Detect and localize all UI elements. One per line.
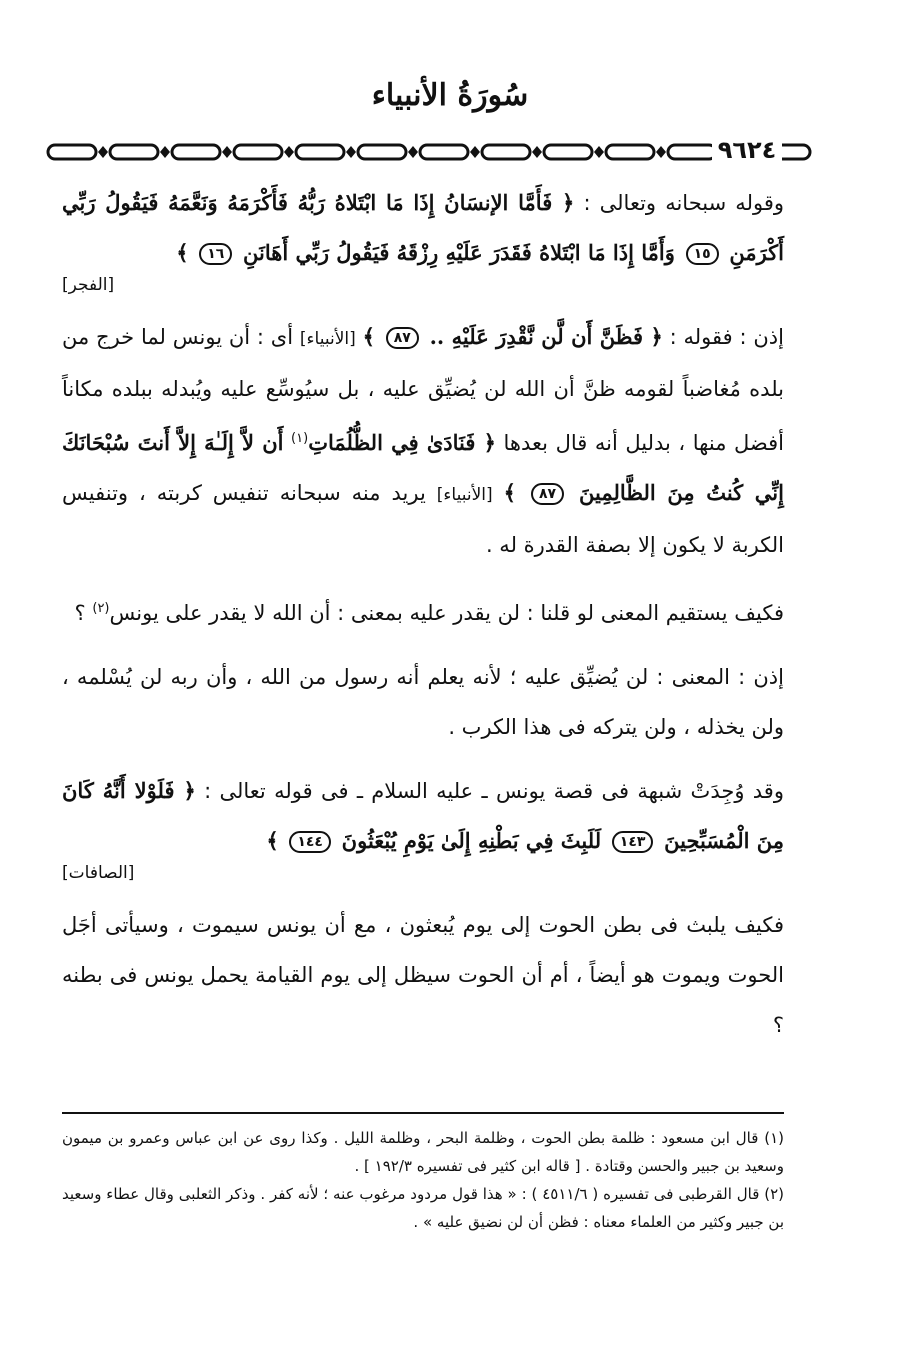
- ayah-number: ١٤٣: [612, 831, 654, 853]
- ayah-number: ١٤٤: [289, 831, 331, 853]
- ayah-number: ١٥: [686, 243, 719, 265]
- ornamental-border: [44, 138, 814, 166]
- body-text: يريد منه سبحانه تنفيس كربته ، وتنفيس الكربة لا يكون إلا بصفة القدرة له .: [62, 481, 784, 557]
- body-text: إذن : المعنى : لن يُضيِّق عليه ؛ لأنه يعلم أنه رسول من الله ، وأن ربه لن يُسْلمه ، ولن يخذله ، ولن يتركه فى هذا الكرب .: [62, 665, 784, 739]
- footnote-marker: (١): [291, 431, 309, 446]
- footnote-1: (١) قال ابن مسعود : ظلمة بطن الحوت ، وظلمة البحر ، وظلمة الليل . وكذا روى عن ابن عباس وعمرو بن ميمون وسعيد بن جبير والحسن وقتادة . [ قاله ابن كثير فى تفسيره ١٩٢/٣ ] .: [62, 1129, 784, 1175]
- quran-verse: ﴿ فَظَنَّ أَن لَّن نَّقْدِرَ عَلَيْهِ ..: [429, 324, 663, 349]
- body-text: وقد وُجِدَتْ شبهة فى قصة يونس ـ عليه السلام ـ فى قوله تعالى :: [204, 779, 784, 803]
- body-text: فكيف يلبث فى بطن الحوت إلى يوم يُبعثون ، مع أن يونس سيموت ، وسيأتى أجَل الحوت ويموت هو أيضاً ، أم أن الحوت سيظل إلى يوم القيامة يحمل يونس فى بطنه ؟: [62, 913, 784, 1037]
- paragraph-1: [62, 178, 784, 298]
- surah-reference: [الأنبياء]: [436, 485, 493, 505]
- ayah-number: ١٦: [199, 243, 232, 265]
- paragraph-2: [62, 312, 784, 570]
- quran-verse: أَن لاَّ إِلَـٰهَ إِلاَّ أَنتَ سُبْحَانَكَ إِنِّي كُنتُ مِنَ الظَّالِمِينَ: [62, 430, 784, 505]
- paragraph-5: [62, 766, 784, 886]
- intro-text: إذن : فقوله :: [669, 325, 784, 349]
- body-text: فكيف يستقيم المعنى لو قلنا : لن يقدر عليه بمعنى : أن الله لا يقدر على يونس: [109, 601, 784, 625]
- footnotes: [62, 1124, 784, 1236]
- paragraph-4: [62, 652, 784, 752]
- body-text: أى : أن يونس لما خرج من بلده مُغاضباً لقومه ظنَّ أن الله لن يُضيِّق عليه ، بل سيُوسِّع عليه ويُبدله ببلده مكاناً أفضل منها ، بدليل أنه قال بعدها: [62, 325, 785, 455]
- body-text: ؟: [74, 601, 86, 625]
- footnote-2: (٢) قال القرطبى فى تفسيره ( ٤٥١١/٦ ) : « هذا قول مردود مرغوب عنه ؛ لأنه كفر . وذكر الثعلبى وقال عطاء وسعيد بن جبير وكثير من العلماء معناه : فظن أن لن نضيق عليه » .: [62, 1185, 785, 1231]
- quran-verse: ﴿ فَأَمَّا الإنسَانُ إِذَا مَا ابْتَلاهُ رَبُّهُ فَأَكْرَمَهُ وَنَعَّمَهُ فَيَقُولُ رَبِّي أَكْرَمَنِ: [62, 190, 784, 265]
- quran-verse: ﴿ فَلَوْلا أَنَّهُ كَانَ مِنَ الْمُسَبِّحِينَ: [62, 778, 784, 853]
- main-text: [62, 178, 784, 1064]
- ayah-number: ٨٧: [386, 327, 419, 349]
- intro-text: وقوله سبحانه وتعالى :: [583, 191, 784, 215]
- quran-verse: لَلَبِثَ فِي بَطْنِهِ إِلَىٰ يَوْمِ يُبْعَثُونَ: [341, 828, 602, 853]
- quran-bracket: ﴾: [266, 828, 279, 853]
- surah-title: سُورَةُ الأنبياء: [371, 78, 529, 113]
- footnote-marker: (٢): [92, 601, 110, 616]
- footnote-divider: [62, 1112, 784, 1114]
- quran-bracket: ﴾: [362, 324, 375, 349]
- quran-bracket: ﴾: [503, 480, 516, 505]
- page-number: ٩٦٢٤: [712, 136, 782, 164]
- paragraph-6: [62, 900, 784, 1050]
- surah-reference: [الأنبياء]: [299, 329, 356, 349]
- quran-bracket: ﴾: [176, 240, 189, 265]
- quran-verse: ﴿ فَنَادَىٰ فِي الظُّلُمَاتِ: [308, 430, 496, 455]
- ayah-number: ٨٧: [531, 483, 564, 505]
- paragraph-3: [62, 584, 784, 638]
- quran-verse: وَأَمَّا إِذَا مَا ابْتَلاهُ فَقَدَرَ عَلَيْهِ رِزْقَهُ فَيَقُولُ رَبِّي أَهَانَنِ: [243, 240, 675, 265]
- surah-reference: [الفجر]: [62, 275, 115, 295]
- surah-reference: [الصافات]: [62, 863, 135, 883]
